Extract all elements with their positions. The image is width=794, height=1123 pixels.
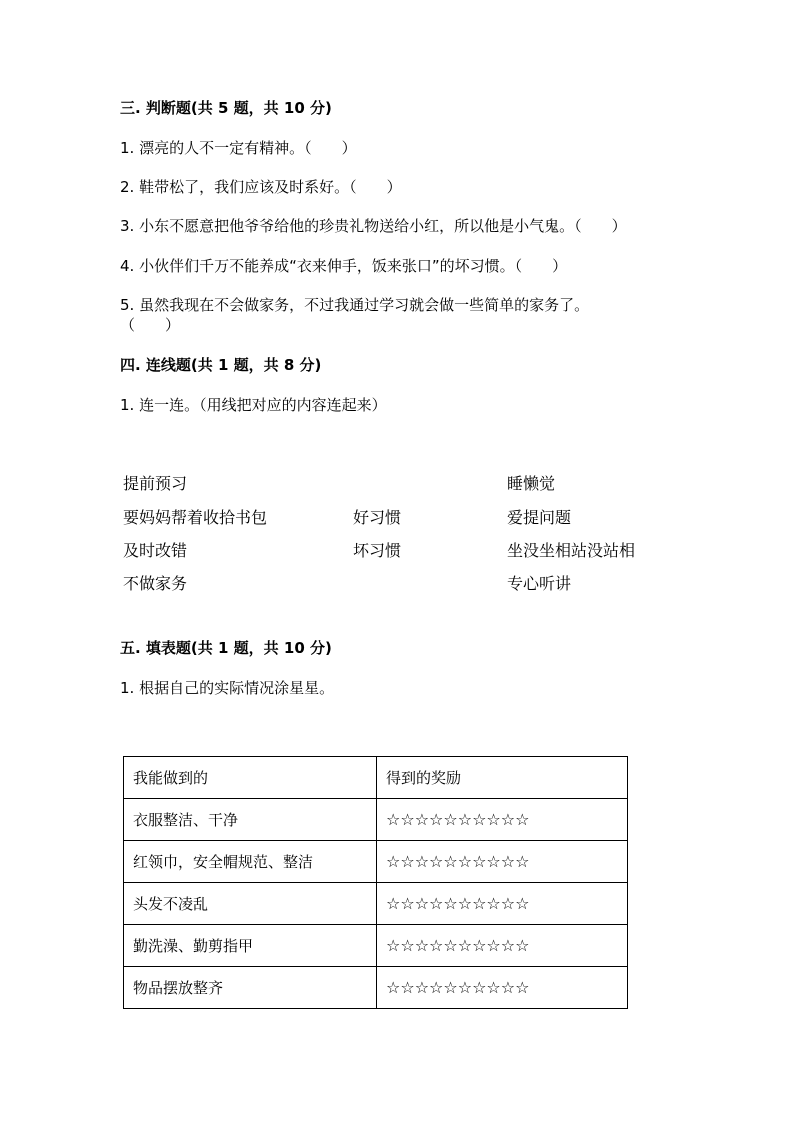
match-middle-item: 坏习惯 — [353, 541, 402, 560]
match-right-item: 睡懒觉 — [507, 474, 556, 493]
judge-question-5-blank: （ ） — [120, 316, 181, 334]
match-left-item: 及时改错 — [123, 541, 188, 560]
table-row — [124, 967, 628, 1009]
table-cell-behavior: 红领巾，安全帽规范、整洁 — [124, 841, 377, 883]
match-question: 1. 连一连。（用线把对应的内容连起来） — [120, 396, 387, 414]
table-row — [124, 841, 628, 883]
table-header-row — [124, 757, 628, 799]
match-left-item: 不做家务 — [123, 574, 188, 593]
judge-question-1: 1. 漂亮的人不一定有精神。（ ） — [120, 139, 357, 157]
table-cell-behavior: 衣服整洁、干净 — [124, 799, 377, 841]
table-cell-stars[interactable]: ☆☆☆☆☆☆☆☆☆☆ — [377, 883, 628, 925]
match-right-item: 专心听讲 — [507, 574, 572, 593]
section-4-heading: 四. 连线题(共 1 题，共 8 分) — [120, 356, 322, 374]
match-left-item: 要妈妈帮着收拾书包 — [123, 508, 268, 527]
table-header-cell: 我能做到的 — [124, 757, 377, 799]
match-right-item: 坐没坐相站没站相 — [507, 541, 636, 560]
table-question: 1. 根据自己的实际情况涂星星。 — [120, 679, 335, 697]
table-row — [124, 883, 628, 925]
judge-question-2: 2. 鞋带松了，我们应该及时系好。（ ） — [120, 178, 402, 196]
match-left-item: 提前预习 — [123, 474, 188, 493]
rewards-table — [123, 756, 628, 1009]
table-header-cell: 得到的奖励 — [377, 757, 628, 799]
section-3-heading: 三. 判断题(共 5 题，共 10 分) — [120, 99, 332, 117]
table-row — [124, 925, 628, 967]
table-cell-stars[interactable]: ☆☆☆☆☆☆☆☆☆☆ — [377, 967, 628, 1009]
table-cell-behavior: 物品摆放整齐 — [124, 967, 377, 1009]
table-cell-stars[interactable]: ☆☆☆☆☆☆☆☆☆☆ — [377, 841, 628, 883]
table-cell-stars[interactable]: ☆☆☆☆☆☆☆☆☆☆ — [377, 799, 628, 841]
judge-question-4: 4. 小伙伴们千万不能养成“衣来伸手，饭来张口”的坏习惯。（ ） — [120, 257, 568, 275]
table-cell-stars[interactable]: ☆☆☆☆☆☆☆☆☆☆ — [377, 925, 628, 967]
section-5-heading: 五. 填表题(共 1 题，共 10 分) — [120, 639, 332, 657]
table-cell-behavior: 勤洗澡、勤剪指甲 — [124, 925, 377, 967]
judge-question-3: 3. 小东不愿意把他爷爷给他的珍贵礼物送给小红，所以他是小气鬼。（ ） — [120, 217, 627, 235]
judge-question-5: 5. 虽然我现在不会做家务，不过我通过学习就会做一些简单的家务了。 — [120, 296, 590, 314]
match-right-item: 爱提问题 — [507, 508, 572, 527]
match-middle-item: 好习惯 — [353, 508, 402, 527]
table-cell-behavior: 头发不凌乱 — [124, 883, 377, 925]
table-row — [124, 799, 628, 841]
